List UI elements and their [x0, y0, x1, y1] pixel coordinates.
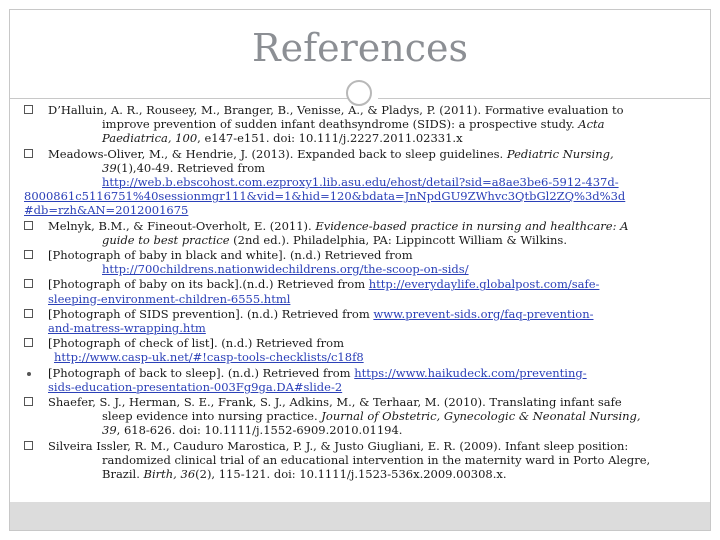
reference-text: , 618-626. doi: 10.1111/j.1552-6909.2010.01194.	[116, 423, 403, 438]
reference-text: Meadows-Oliver, M., & Hendrie, J. (2013). Expanded back to sleep guidelines.	[48, 146, 507, 161]
footer-bar	[10, 502, 710, 530]
reference-link[interactable]: http://web.b.ebscohost.com.ezproxy1.lib.asu.edu/ehost/detail?sid=a8ae3be6-5912-437d-	[102, 175, 619, 190]
reference-item	[24, 103, 700, 146]
reference-item	[24, 395, 700, 438]
reference-journal: Journal of Obstetric, Gynecologic & Neonatal Nursing,	[321, 409, 641, 424]
reference-journal: Birth, 36	[143, 467, 196, 482]
header-divider-left	[10, 98, 360, 99]
reference-text: [Photograph of check of list]. (n.d.) Retrieved from	[48, 336, 344, 351]
checkbox-bullet-icon	[24, 105, 33, 114]
reference-journal: Acta	[578, 117, 605, 132]
checkbox-bullet-icon	[24, 149, 33, 158]
reference-text: improve prevention of sudden infant deathsyndrome (SIDS): a prospective study.	[102, 117, 579, 132]
dot-bullet-icon	[27, 372, 31, 376]
checkbox-bullet-icon	[24, 441, 33, 450]
reference-link[interactable]: sleeping-environment-children-6555.html	[48, 291, 291, 306]
reference-text: (2nd ed.). Philadelphia, PA: Lippincott William & Wilkins.	[229, 232, 567, 247]
reference-volume: 39	[102, 423, 117, 438]
reference-link[interactable]: and-matress-wrapping.htm	[48, 321, 206, 336]
reference-book-title: guide to best practice	[102, 232, 230, 247]
reference-item	[24, 219, 700, 247]
reference-text: sleep evidence into nursing practice.	[102, 409, 322, 424]
reference-text: [Photograph of baby on its back].(n.d.) Retrieved from	[48, 277, 369, 292]
reference-link[interactable]: www.prevent-sids.org/faq-prevention-	[373, 306, 594, 321]
reference-text: Silveira Issler, R. M., Cauduro Marostica, P. J., & Justo Giugliani, E. R. (2009). Infant sleep position:	[48, 438, 629, 453]
reference-book-title: Evidence-based practice in nursing and healthcare: A	[315, 218, 629, 233]
reference-link[interactable]: 8000861c5116751%40sessionmgr111&vid=1&hid=120&bdata=JnNpdGU9ZWhvc3QtbGl2ZQ%3d%3d	[24, 189, 626, 204]
checkbox-bullet-icon	[24, 397, 33, 406]
checkbox-bullet-icon	[24, 309, 33, 318]
reference-link[interactable]: sids-education-presentation-003Fg9ga.DA#slide-2	[48, 379, 343, 394]
reference-text: Shaefer, S. J., Herman, S. E., Frank, S. J., Adkins, M., & Terhaar, M. (2010). Translating infant safe	[48, 395, 622, 410]
reference-link[interactable]: http://everydaylife.globalpost.com/safe-	[368, 277, 600, 292]
reference-link[interactable]: http://www.casp-uk.net/#!casp-tools-checklists/c18f8	[54, 350, 364, 365]
reference-text: [Photograph of SIDS prevention]. (n.d.) Retrieved from	[48, 306, 374, 321]
reference-text: randomized clinical trial of an educational intervention in the maternity ward in Porto Alegre,	[102, 452, 651, 467]
header-divider-right	[378, 98, 710, 99]
reference-journal: Pediatric Nursing,	[506, 146, 614, 161]
reference-item	[24, 336, 700, 364]
reference-list	[24, 103, 700, 482]
reference-item	[24, 248, 700, 276]
reference-text: Brazil.	[102, 467, 144, 482]
reference-link[interactable]: http://700childrens.nationwidechildrens.org/the-scoop-on-sids/	[102, 262, 469, 277]
reference-journal: Paediatrica, 100	[102, 131, 198, 146]
slide-title: References	[251, 26, 469, 70]
reference-volume: 39	[102, 160, 117, 175]
reference-text: (2), 115-121. doi: 10.1111/j.1523-536x.2009.00308.x.	[195, 467, 507, 482]
reference-item	[24, 366, 700, 394]
reference-text: [Photograph of back to sleep]. (n.d.) Retrieved from	[48, 365, 355, 380]
reference-text: , e147-e151. doi: 10.111/j.2227.2011.02331.x	[197, 131, 463, 146]
reference-item	[24, 307, 700, 335]
checkbox-bullet-icon	[24, 338, 33, 347]
reference-text: [Photograph of baby in black and white]. (n.d.) Retrieved from	[48, 248, 413, 263]
checkbox-bullet-icon	[24, 279, 33, 288]
reference-link[interactable]: https://www.haikudeck.com/preventing-	[354, 365, 587, 380]
reference-text: Melnyk, B.M., & Fineout-Overholt, E. (2011).	[48, 218, 316, 233]
checkbox-bullet-icon	[24, 221, 33, 230]
checkbox-bullet-icon	[24, 250, 33, 259]
reference-item	[24, 277, 700, 305]
reference-text: (1),40-49. Retrieved from	[116, 160, 266, 175]
reference-item	[24, 439, 700, 482]
reference-text: D’Halluin, A. R., Rouseey, M., Branger, B., Venisse, A., & Pladys, P. (2011). Formative evaluation to	[48, 103, 624, 117]
reference-link[interactable]: #db=rzh&AN=2012001675	[24, 203, 189, 218]
reference-item	[24, 147, 700, 218]
